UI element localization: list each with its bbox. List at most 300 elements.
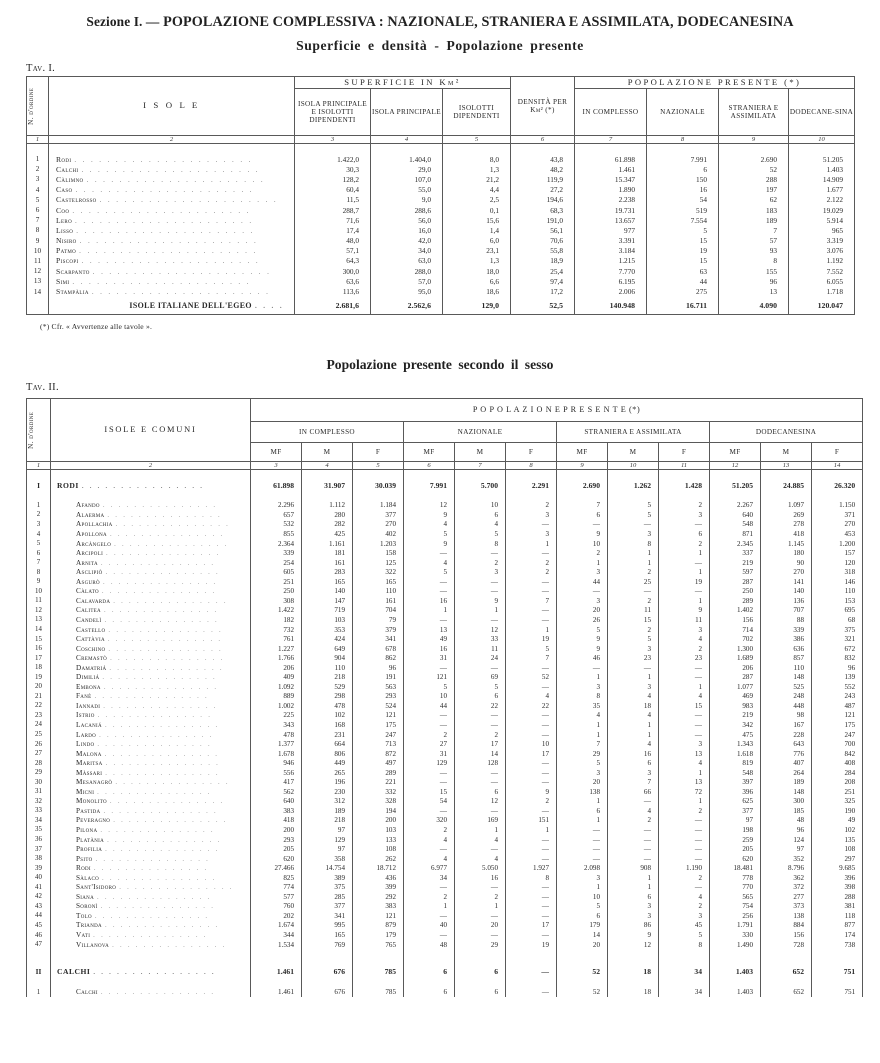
- comune-ordinal: 40: [27, 873, 51, 883]
- spacer-cell: [404, 979, 455, 987]
- spacer-cell: [608, 979, 659, 987]
- leader-dots: . . . . . . . . . . . . . . .: [97, 741, 212, 749]
- spacer-cell: [51, 493, 251, 501]
- comune-col-11: 72: [659, 787, 710, 797]
- comune-ordinal: 4: [27, 529, 51, 539]
- comune-col-4: 341: [302, 911, 353, 921]
- comune-col-3: 605: [251, 567, 302, 577]
- table2-colnum: 8: [506, 461, 557, 469]
- comune-col-14: 695: [812, 606, 863, 616]
- comune-col-14: 157: [812, 548, 863, 558]
- comune-col-9: —: [557, 663, 608, 673]
- comune-col-4: 196: [302, 777, 353, 787]
- comune-col-8: 1: [506, 539, 557, 549]
- comune-col-7: —: [455, 711, 506, 721]
- comune-col-13: 228: [761, 730, 812, 740]
- comune-ordinal: 36: [27, 835, 51, 845]
- spacer-cell: [404, 949, 455, 964]
- table1-row: [27, 236, 855, 246]
- table1-row: [27, 266, 855, 276]
- comune-col-7: 128: [455, 758, 506, 768]
- comune-col-6: 1: [404, 902, 455, 912]
- cell-sup-isola: 63,0: [371, 256, 443, 266]
- comune-col-6: 4: [404, 854, 455, 864]
- comune-col-6: 10: [404, 692, 455, 702]
- leader-dots: . . . . . . . . . . . . . . .: [103, 607, 219, 615]
- cell-sup-isolotti: 6,0: [443, 236, 511, 246]
- comune-col-3: 1.092: [251, 682, 302, 692]
- comune-col-5: 175: [353, 720, 404, 730]
- leader-dots: . . . . . . . . . . . . . . .: [97, 788, 212, 796]
- comune-col-9: 9: [557, 529, 608, 539]
- comune-col-5: 1.203: [353, 539, 404, 549]
- comune-col-13: 264: [761, 768, 812, 778]
- comune-col-4: 806: [302, 749, 353, 759]
- table2-comune-row: [27, 777, 863, 787]
- table1-colnum: 4: [371, 136, 443, 144]
- comune-col-12: 1.689: [710, 653, 761, 663]
- comune-col-4: 375: [302, 883, 353, 893]
- cell-dodecanesina: 1.718: [789, 286, 855, 296]
- comune-name: Candelì . . . . . . . . . . . . . . .: [51, 615, 251, 625]
- comune-col-10: 1: [608, 873, 659, 883]
- comune-col-12: 18.481: [710, 863, 761, 873]
- comune-col-4: 904: [302, 653, 353, 663]
- island-total-col-6: 7.991: [404, 478, 455, 493]
- comune-col-7: —: [455, 768, 506, 778]
- spacer-cell: [404, 469, 455, 478]
- comune-col-6: 4: [404, 520, 455, 530]
- leader-dots: . . . . . . . . . . . . . . .: [102, 578, 218, 586]
- comune-col-5: 1.184: [353, 501, 404, 511]
- island-total-col-8: 2.291: [506, 478, 557, 493]
- cell-sup-tot: 30,3: [295, 164, 371, 174]
- spacer-cell: [455, 949, 506, 964]
- table2-comune-row: [27, 816, 863, 826]
- comune-col-9: 5: [557, 902, 608, 912]
- cell-sup-isolotti: 18,6: [443, 286, 511, 296]
- table2-body: [27, 469, 863, 997]
- comune-name: Cremastò . . . . . . . . . . . . . . .: [51, 653, 251, 663]
- comune-col-9: 20: [557, 606, 608, 616]
- comune-col-6: 4: [404, 558, 455, 568]
- comune-col-10: 2: [608, 625, 659, 635]
- comune-col-5: 289: [353, 768, 404, 778]
- comune-col-6: —: [404, 577, 455, 587]
- comune-col-14: 321: [812, 634, 863, 644]
- comune-ordinal: 13: [27, 615, 51, 625]
- table2-comune-row: [27, 730, 863, 740]
- comune-col-12: 397: [710, 777, 761, 787]
- comune-col-5: 322: [353, 567, 404, 577]
- table2-colnum: 12: [710, 461, 761, 469]
- comune-col-13: 248: [761, 692, 812, 702]
- island-name: Castelrosso . . . . . . . . . . . . . . . . . . . . . .: [49, 195, 295, 205]
- table2-colnum: 6: [404, 461, 455, 469]
- table2-comune-row: [27, 606, 863, 616]
- comune-col-11: 2: [659, 539, 710, 549]
- comune-col-3: 383: [251, 806, 302, 816]
- comune-col-7: 1: [455, 606, 506, 616]
- comune-ordinal: 34: [27, 816, 51, 826]
- comune-col-13: 148: [761, 672, 812, 682]
- comune-col-5: 399: [353, 883, 404, 893]
- comune-col-3: 760: [251, 902, 302, 912]
- comune-col-12: 1.402: [710, 606, 761, 616]
- comune-col-9: 14: [557, 930, 608, 940]
- island-total-col-5: 30.039: [353, 478, 404, 493]
- comune-col-8: 2: [506, 797, 557, 807]
- leader-dots: . . . . . . . . . . . . . . .: [107, 511, 222, 519]
- comune-col-12: 97: [710, 816, 761, 826]
- comune-col-4: 449: [302, 758, 353, 768]
- comune-col-4: 165: [302, 577, 353, 587]
- comune-name: Lacaniá . . . . . . . . . . . . . . .: [51, 720, 251, 730]
- comune-col-9: 3: [557, 682, 608, 692]
- comune-col-5: 161: [353, 596, 404, 606]
- comune-col-13: 148: [761, 787, 812, 797]
- cell-sup-tot: 300,0: [295, 266, 371, 276]
- cell-sup-isolotti: 1,3: [443, 164, 511, 174]
- cell-sup-tot: 57,1: [295, 246, 371, 256]
- spacer-cell: [353, 493, 404, 501]
- spacer-cell: [608, 493, 659, 501]
- comune-col-5: 765: [353, 940, 404, 950]
- spacer-cell: [27, 144, 49, 152]
- comune-col-5: 247: [353, 730, 404, 740]
- cell-densita: 27,2: [511, 185, 575, 195]
- comune-col-12: 259: [710, 835, 761, 845]
- table1-row: [27, 246, 855, 256]
- comune-col-6: 6: [404, 987, 455, 997]
- comune-ordinal: 39: [27, 863, 51, 873]
- comune-col-13: 636: [761, 644, 812, 654]
- comune-col-6: 16: [404, 596, 455, 606]
- leader-dots: . . . . . . . . . . . . . . .: [108, 645, 223, 653]
- comune-col-11: 2: [659, 644, 710, 654]
- comune-col-5: 194: [353, 806, 404, 816]
- comune-col-9: 6: [557, 510, 608, 520]
- comune-col-4: 110: [302, 663, 353, 673]
- comune-col-5: 879: [353, 921, 404, 931]
- comune-col-8: —: [506, 768, 557, 778]
- leader-dots: . . . . . . . . . . . . . . . .: [81, 482, 205, 490]
- comune-col-7: 4: [455, 835, 506, 845]
- comune-col-3: 855: [251, 529, 302, 539]
- leader-dots: . . . . . . . . . . . . . . . . . . . . . .: [81, 165, 260, 174]
- comune-col-14: 102: [812, 825, 863, 835]
- comune-name: Tolo . . . . . . . . . . . . . . .: [51, 911, 251, 921]
- comune-col-8: 17: [506, 921, 557, 931]
- cell-sup-isolotti: 2,5: [443, 195, 511, 205]
- leader-dots: . . . . . . . . . . . . . . .: [93, 865, 209, 873]
- leader-dots: . . . . . . . . . . . . . . . . . . . . . .: [72, 277, 251, 286]
- table2-tav-label: Tav. II.: [26, 381, 59, 393]
- comune-col-4: 312: [302, 797, 353, 807]
- comune-ordinal: 38: [27, 854, 51, 864]
- island-ordinal: II: [27, 964, 51, 979]
- comune-col-6: —: [404, 663, 455, 673]
- table2-colnum: 2: [51, 461, 251, 469]
- comune-ordinal: 22: [27, 701, 51, 711]
- comune-col-12: 1.300: [710, 644, 761, 654]
- island-total-col-5: 785: [353, 964, 404, 979]
- comune-col-12: 1.403: [710, 987, 761, 997]
- leader-dots: . . . . . . . . . . . . . . . . . . . . . .: [92, 267, 272, 276]
- cell-sup-isolotti: 8,0: [443, 151, 511, 164]
- comune-col-7: 4: [455, 854, 506, 864]
- comune-col-12: 219: [710, 558, 761, 568]
- comune-ordinal: 47: [27, 940, 51, 950]
- comune-col-7: 8: [455, 539, 506, 549]
- comune-col-8: 1.927: [506, 863, 557, 873]
- comune-ordinal: 19: [27, 672, 51, 682]
- spacer-cell: [761, 949, 812, 964]
- comune-col-3: 774: [251, 883, 302, 893]
- comune-col-9: 2.098: [557, 863, 608, 873]
- comune-col-4: 282: [302, 520, 353, 530]
- comune-col-10: —: [608, 663, 659, 673]
- comune-col-10: —: [608, 520, 659, 530]
- comune-col-13: 707: [761, 606, 812, 616]
- comune-col-3: 205: [251, 844, 302, 854]
- total-sup-isola: 2.562,6: [371, 297, 443, 315]
- comune-col-7: 5: [455, 529, 506, 539]
- comune-col-4: 165: [302, 930, 353, 940]
- comune-col-13: 110: [761, 663, 812, 673]
- cell-sup-isola: 288,6: [371, 205, 443, 215]
- row-ordinal: 10: [27, 246, 49, 256]
- comune-name: Iannadi . . . . . . . . . . . . . . .: [51, 701, 251, 711]
- cell-dodecanesina: 1.192: [789, 256, 855, 266]
- comune-col-14: 325: [812, 797, 863, 807]
- comune-col-13: 138: [761, 911, 812, 921]
- comune-col-8: 1: [506, 825, 557, 835]
- comune-col-4: 664: [302, 739, 353, 749]
- table2-comune-row: [27, 587, 863, 597]
- cell-densita: 25,4: [511, 266, 575, 276]
- comune-col-11: —: [659, 825, 710, 835]
- cell-sup-isola: 1.404,0: [371, 151, 443, 164]
- comune-col-4: 719: [302, 606, 353, 616]
- comune-col-3: 478: [251, 730, 302, 740]
- table2-comune-row: [27, 501, 863, 511]
- comune-name: Lardo . . . . . . . . . . . . . . .: [51, 730, 251, 740]
- comune-ordinal: 18: [27, 663, 51, 673]
- cell-densita: 70,6: [511, 236, 575, 246]
- comune-col-8: —: [506, 663, 557, 673]
- leader-dots: . . . . . . . . . . . . . . .: [100, 903, 216, 911]
- comune-col-3: 946: [251, 758, 302, 768]
- comune-col-14: 842: [812, 749, 863, 759]
- table-spacer: [27, 469, 863, 478]
- table-spacer: [27, 493, 863, 501]
- comune-col-12: 754: [710, 902, 761, 912]
- table2-colnum: 5: [353, 461, 404, 469]
- comune-col-9: 10: [557, 892, 608, 902]
- leader-dots: . . . . . . . . . . . . . . .: [103, 807, 218, 815]
- cell-densita: 194,6: [511, 195, 575, 205]
- table1-colnum: 3: [295, 136, 371, 144]
- island-name: Coo . . . . . . . . . . . . . . . . . . . . . .: [49, 205, 295, 215]
- island-total-col-6: 6: [404, 964, 455, 979]
- comune-col-10: 4: [608, 739, 659, 749]
- comune-col-10: 9: [608, 930, 659, 940]
- comune-col-14: 9.685: [812, 863, 863, 873]
- comune-col-14: 49: [812, 816, 863, 826]
- spacer-cell: [557, 949, 608, 964]
- leader-dots: . . . . . . . . . . . . . . .: [101, 588, 217, 596]
- comune-col-7: 69: [455, 672, 506, 682]
- table1-header-isole: I S O L E: [49, 77, 295, 136]
- comune-col-13: 776: [761, 749, 812, 759]
- cell-sup-isola: 9,0: [371, 195, 443, 205]
- comune-col-11: —: [659, 720, 710, 730]
- comune-col-9: 3: [557, 567, 608, 577]
- comune-col-12: 337: [710, 548, 761, 558]
- comune-col-6: —: [404, 930, 455, 940]
- table1-colnum: 5: [443, 136, 511, 144]
- table1-row: [27, 174, 855, 184]
- comune-col-6: —: [404, 806, 455, 816]
- comune-col-6: 4: [404, 835, 455, 845]
- comune-col-8: 2: [506, 558, 557, 568]
- comune-col-6: —: [404, 720, 455, 730]
- total-sup-isolotti: 129,0: [443, 297, 511, 315]
- table1-body: [27, 144, 855, 315]
- comune-col-11: 6: [659, 529, 710, 539]
- comune-name: Coschino . . . . . . . . . . . . . . .: [51, 644, 251, 654]
- comune-col-7: 6: [455, 692, 506, 702]
- comune-col-13: 270: [761, 567, 812, 577]
- table1-tav-label: Tav. I.: [26, 63, 56, 74]
- comune-col-10: 4: [608, 692, 659, 702]
- comune-col-10: 18: [608, 701, 659, 711]
- table2-comune-row: [27, 577, 863, 587]
- island-name: Simi . . . . . . . . . . . . . . . . . . . . . .: [49, 276, 295, 286]
- comune-col-9: 35: [557, 701, 608, 711]
- table2-comune-row: [27, 902, 863, 912]
- comune-col-9: 6: [557, 911, 608, 921]
- comune-col-7: 4: [455, 520, 506, 530]
- table2-sex-m: M: [608, 442, 659, 461]
- comune-ordinal: 2: [27, 510, 51, 520]
- comune-col-9: 3: [557, 873, 608, 883]
- comune-ordinal: 43: [27, 902, 51, 912]
- table2-comune-row: [27, 672, 863, 682]
- comune-col-13: 362: [761, 873, 812, 883]
- spacer-cell: [27, 949, 51, 964]
- island-name: Càlimno . . . . . . . . . . . . . . . . . . . . . .: [49, 174, 295, 184]
- comune-col-4: 168: [302, 720, 353, 730]
- table2-colnum: 3: [251, 461, 302, 469]
- cell-sup-isolotti: 1,4: [443, 225, 511, 235]
- spacer-cell: [761, 469, 812, 478]
- comune-col-8: —: [506, 711, 557, 721]
- cell-densita: 97,4: [511, 276, 575, 286]
- cell-straniera: 93: [719, 246, 789, 256]
- comune-col-11: 2: [659, 806, 710, 816]
- comune-col-10: 25: [608, 577, 659, 587]
- comune-col-10: 4: [608, 806, 659, 816]
- cell-dodecanesina: 6.055: [789, 276, 855, 286]
- comune-col-14: 68: [812, 615, 863, 625]
- table2-comune-row: [27, 835, 863, 845]
- leader-dots: . . . . . . . . . . . . . . . . . . . . . .: [75, 216, 254, 225]
- comune-col-13: 97: [761, 844, 812, 854]
- comune-col-6: —: [404, 883, 455, 893]
- cell-straniera: 57: [719, 236, 789, 246]
- comune-col-11: —: [659, 558, 710, 568]
- comune-ordinal: 7: [27, 558, 51, 568]
- leader-dots: . . . . . . . . . . . . . . . . . . . . . .: [81, 257, 260, 266]
- comune-col-4: 97: [302, 825, 353, 835]
- leader-dots: . . . . . . . . . . . . . . . . . . . . . .: [76, 226, 255, 235]
- comune-ordinal: 10: [27, 587, 51, 597]
- leader-dots: . . . . . . . . . . . . . . . . . . . . . .: [99, 196, 279, 205]
- spacer-cell: [51, 979, 251, 987]
- comune-col-3: 418: [251, 816, 302, 826]
- comune-col-7: —: [455, 911, 506, 921]
- spacer-cell: [51, 949, 251, 964]
- comune-ordinal: 1: [27, 501, 51, 511]
- comune-col-3: 732: [251, 625, 302, 635]
- cell-sup-isola: 95,0: [371, 286, 443, 296]
- comune-col-6: —: [404, 911, 455, 921]
- comune-col-7: —: [455, 720, 506, 730]
- row-ordinal: 13: [27, 276, 49, 286]
- comune-col-10: 1: [608, 883, 659, 893]
- comune-name: Calavarda . . . . . . . . . . . . . . .: [51, 596, 251, 606]
- cell-sup-isolotti: 0,1: [443, 205, 511, 215]
- comune-col-12: 206: [710, 663, 761, 673]
- spacer-cell: [812, 493, 863, 501]
- comune-col-11: 4: [659, 758, 710, 768]
- comune-col-6: 12: [404, 501, 455, 511]
- table2-comune-row: [27, 692, 863, 702]
- leader-dots: . . . . . . . . . . . . . . . . . . . . . .: [79, 247, 258, 256]
- comune-col-13: 1.145: [761, 539, 812, 549]
- table2-sex-mf: MF: [710, 442, 761, 461]
- island-name: Rodi . . . . . . . . . . . . . . . . . . . . . .: [49, 151, 295, 164]
- comune-col-6: 121: [404, 672, 455, 682]
- comune-col-14: 121: [812, 711, 863, 721]
- table2-comune-row: [27, 529, 863, 539]
- comune-ordinal: 33: [27, 806, 51, 816]
- comune-col-12: 983: [710, 701, 761, 711]
- cell-pop-tot: 1.461: [575, 164, 647, 174]
- table1-row: [27, 276, 855, 286]
- comune-col-6: —: [404, 587, 455, 597]
- table2-comune-row: [27, 892, 863, 902]
- cell-nazionale: 275: [647, 286, 719, 296]
- comune-col-5: 678: [353, 644, 404, 654]
- comune-col-10: 4: [608, 711, 659, 721]
- cell-pop-tot: 3.391: [575, 236, 647, 246]
- comune-col-7: —: [455, 806, 506, 816]
- table1-row: [27, 205, 855, 215]
- island-name: Patmo . . . . . . . . . . . . . . . . . . . . . .: [49, 246, 295, 256]
- comune-ordinal: 11: [27, 596, 51, 606]
- spacer-cell: [51, 469, 251, 478]
- comune-col-14: 139: [812, 672, 863, 682]
- comune-col-3: 308: [251, 596, 302, 606]
- comune-col-14: 110: [812, 587, 863, 597]
- cell-densita: 55,8: [511, 246, 575, 256]
- comune-col-13: 352: [761, 854, 812, 864]
- comune-col-13: 372: [761, 883, 812, 893]
- comune-col-12: 548: [710, 520, 761, 530]
